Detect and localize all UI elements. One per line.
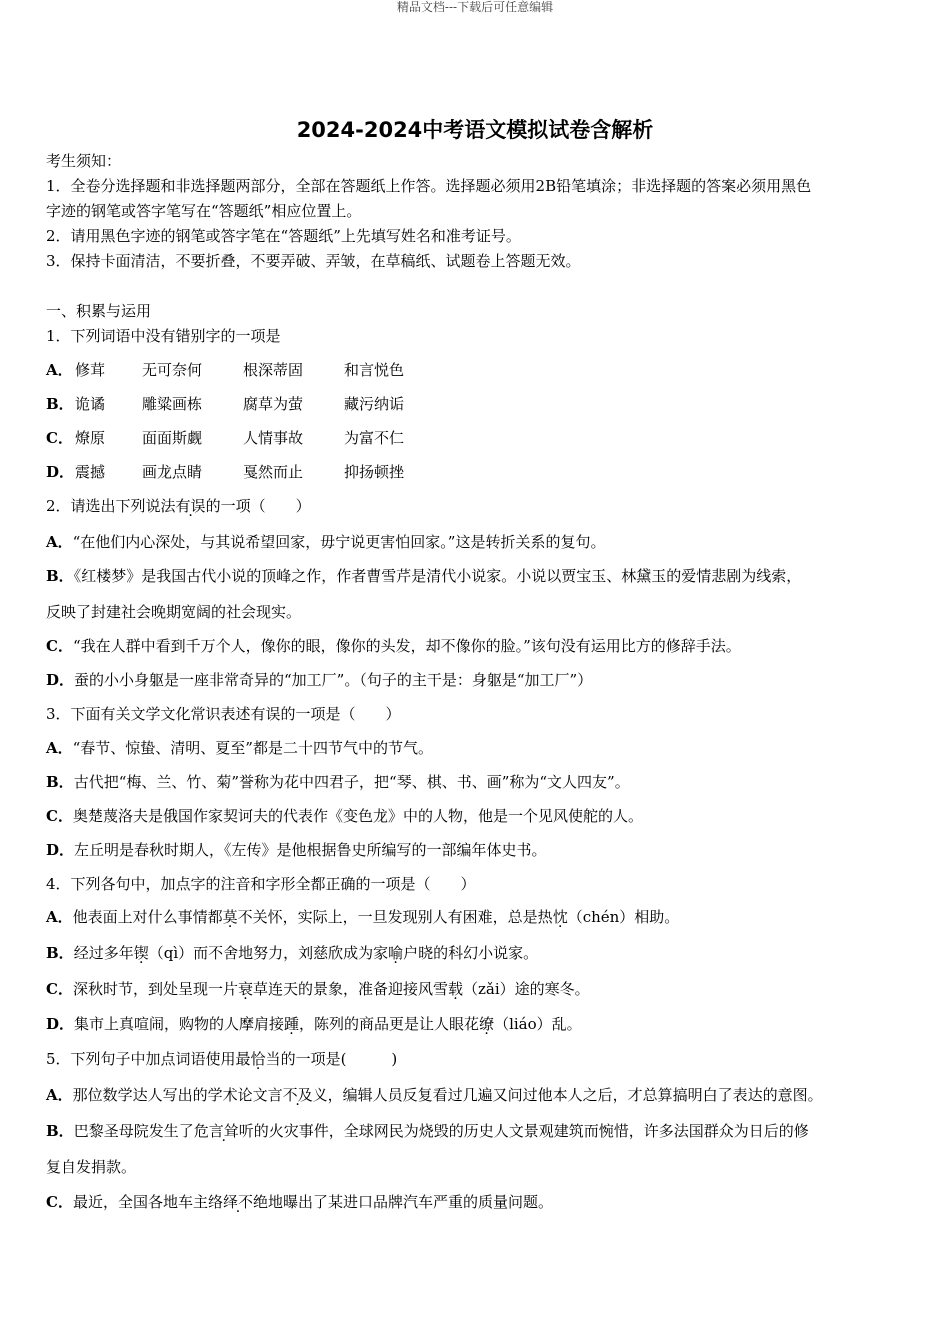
option-word: 画龙点睛	[142, 463, 203, 481]
option-letter: B．	[46, 567, 74, 585]
question-1-stem: 1．下列词语中没有错别字的一项是	[46, 327, 281, 345]
q2-option-a	[46, 531, 605, 553]
option-text: 地曝出了某进口品牌汽车严重的质量问题。	[267, 1193, 553, 1211]
option-word: 为富不仁	[344, 429, 405, 447]
option-text: （chén）相助。	[567, 908, 680, 926]
notice-item: 2．请用黑色字迹的钢笔或答字笔在“答题纸”上先填写姓名和准考证号。	[46, 227, 521, 245]
option-text: 他表面上对什么事情都	[72, 908, 223, 926]
q3-option-a	[46, 737, 433, 759]
emphasis-char: 踵	[284, 1015, 300, 1033]
q4-option-a	[46, 906, 679, 928]
emphasis-text: 言不及义	[267, 1086, 328, 1104]
option-text: 古代把“梅、兰、竹、菊”誉称为花中四君子，把“琴、棋、书、画”称为“文人四友”。	[73, 773, 630, 791]
emphasis-char: 衰	[237, 980, 253, 998]
q2-option-b	[46, 565, 801, 587]
q5-option-b-cont: 复自发捐款。	[46, 1158, 137, 1176]
emphasis-char: 载	[448, 980, 464, 998]
q1-option-a	[46, 359, 404, 381]
option-word: 抑扬顿挫	[344, 463, 405, 481]
option-word: 人情事故	[243, 429, 304, 447]
option-word: 燎原	[75, 429, 106, 447]
option-letter: D．	[46, 463, 75, 481]
emphasis-char: 喻	[388, 944, 404, 962]
q2-option-b-cont: 反映了封建社会晚期宽阔的社会现实。	[46, 603, 302, 621]
option-text: 蚕的小小身躯是一座非常奇异的“加工厂”。（句子的主干是：身躯是“加工厂”）	[74, 671, 593, 689]
question-5-stem	[46, 1048, 397, 1070]
q1-option-c	[46, 427, 404, 449]
option-text: 奥楚蔑洛夫是俄国作家契诃夫的代表作《变色龙》中的人物，他是一个见风使舵的人。	[72, 807, 643, 825]
stem-text: 的一项是( )	[280, 1050, 398, 1068]
q2-option-d	[46, 669, 592, 691]
question-3-stem: 3．下面有关文学文化常识表述有误的一项是（ ）	[46, 705, 401, 723]
option-word: 震撼	[75, 463, 106, 481]
section-heading: 一、积累与运用	[46, 302, 152, 320]
option-letter: C．	[46, 807, 73, 825]
stem-text: 5．下列句子中加点词语使用	[46, 1050, 236, 1068]
notice-item: 字迹的钢笔或答字笔写在“答题纸”相应位置上。	[46, 202, 362, 220]
option-letter: D．	[46, 1015, 75, 1033]
option-letter: A．	[46, 533, 73, 551]
q3-option-b	[46, 771, 630, 793]
option-text: “春节、惊蛰、清明、夏至”都是二十四节气中的节气。	[72, 739, 433, 757]
option-letter: B．	[46, 1122, 74, 1140]
option-letter: A．	[46, 908, 73, 926]
q3-option-c	[46, 805, 643, 827]
option-text: 草连天的景象，准备迎接风雪	[252, 980, 448, 998]
emphasis-char: 忱	[552, 908, 568, 926]
page-header: 精品文档---下载后可任意编辑	[396, 0, 554, 14]
emphasis-char: 锲	[133, 944, 149, 962]
emphasis-text: 危言耸听	[193, 1122, 254, 1140]
option-text: 集市上真喧闹，购物的人摩肩接	[74, 1015, 285, 1033]
page-title: 2024-2024中考语文模拟试卷含解析	[296, 118, 654, 142]
stem-text: 2．请选出下列说法	[46, 497, 176, 515]
q4-option-c	[46, 978, 590, 1000]
option-letter: C．	[46, 429, 73, 447]
option-text: 深秋时节，到处呈现一片	[72, 980, 238, 998]
q1-option-b	[46, 393, 404, 415]
option-text: “我在人群中看到千万个人，像你的眼，像你的头发，却不像你的脸。”该句没有运用比方的修辞手法。	[72, 637, 741, 655]
option-text: ，编辑人员反复看过几遍又问过他本人之后，才总算搞明白了表达的意图。	[327, 1086, 823, 1104]
option-text: 巴黎圣母院发生了	[73, 1122, 194, 1140]
option-text: （qì）而不舍地努力，刘慈欣成为家	[148, 944, 389, 962]
option-text: “在他们内心深处，与其说希望回家，毋宁说更害怕回家。”这是转折关系的复句。	[72, 533, 606, 551]
emphasis-text: 络绎不绝	[207, 1193, 268, 1211]
question-2-stem	[46, 495, 311, 517]
option-text: 最近，全国各地车主	[72, 1193, 208, 1211]
q4-option-b	[46, 942, 538, 964]
option-text: 那位数学达人写出的学术论文	[72, 1086, 268, 1104]
option-text: （zǎi）途的寒冬。	[463, 980, 590, 998]
option-text: 户晓的科幻小说家。	[403, 944, 539, 962]
option-text: 经过多年	[73, 944, 134, 962]
option-word: 戛然而止	[243, 463, 304, 481]
stem-text: 的一项（ ）	[205, 497, 311, 515]
emphasis-text: 最恰当	[235, 1050, 281, 1068]
emphasis-char: 缭	[479, 1015, 495, 1033]
q1-option-d	[46, 461, 404, 483]
option-text: 左丘明是春秋时期人，《左传》是他根据鲁史所编写的一部编年体史书。	[74, 841, 547, 859]
q3-option-d	[46, 839, 547, 861]
option-word: 诡谲	[75, 395, 106, 413]
option-letter: B．	[46, 773, 74, 791]
option-letter: A．	[46, 361, 73, 379]
option-text: （liáo）乱。	[494, 1015, 582, 1033]
q5-option-a	[46, 1084, 823, 1106]
option-letter: B．	[46, 395, 74, 413]
option-letter: C．	[46, 1193, 73, 1211]
q4-option-d	[46, 1013, 582, 1035]
emphasis-text: 有误	[175, 497, 206, 515]
option-letter: D．	[46, 671, 75, 689]
option-letter: C．	[46, 637, 73, 655]
option-text: 《红楼梦》是我国古代小说的顶峰之作，作者曹雪芹是清代小说家。小说以贾宝玉、林黛玉的爱情悲剧为线索，	[73, 567, 802, 585]
q5-option-b	[46, 1120, 809, 1142]
option-letter: B．	[46, 944, 74, 962]
notice-label: 考生须知：	[46, 152, 122, 170]
option-word: 无可奈何	[142, 361, 203, 379]
option-letter: D．	[46, 841, 75, 859]
option-text: 不关怀，实际上，一旦发现别人有困难，总是热	[237, 908, 553, 926]
option-letter: A．	[46, 1086, 73, 1104]
option-word: 和言悦色	[344, 361, 405, 379]
emphasis-char: 莫	[222, 908, 238, 926]
option-letter: A．	[46, 739, 73, 757]
option-letter: C．	[46, 980, 73, 998]
option-word: 根深蒂固	[243, 361, 304, 379]
question-4-stem: 4．下列各句中，加点字的注音和字形全都正确的一项是（ ）	[46, 875, 476, 893]
option-word: 修茸	[75, 361, 106, 379]
q2-option-c	[46, 635, 741, 657]
q5-option-c	[46, 1191, 553, 1213]
notice-item: 3．保持卡面清洁，不要折叠，不要弄破、弄皱，在草稿纸、试题卷上答题无效。	[46, 252, 581, 270]
option-text: 的火灾事件，全球网民为烧毁的历史人文景观建筑而惋惜，许多法国群众为日后的修	[253, 1122, 809, 1140]
notice-item: 1．全卷分选择题和非选择题两部分，全部在答题纸上作答。选择题必须用2B铅笔填涂；非选择题的答案必须用黑色	[46, 177, 812, 195]
option-text: ，陈列的商品更是让人眼花	[299, 1015, 480, 1033]
option-word: 腐草为萤	[243, 395, 304, 413]
option-word: 藏污纳诟	[344, 395, 405, 413]
option-word: 面面斯觑	[142, 429, 203, 447]
option-word: 雕粱画栋	[142, 395, 203, 413]
